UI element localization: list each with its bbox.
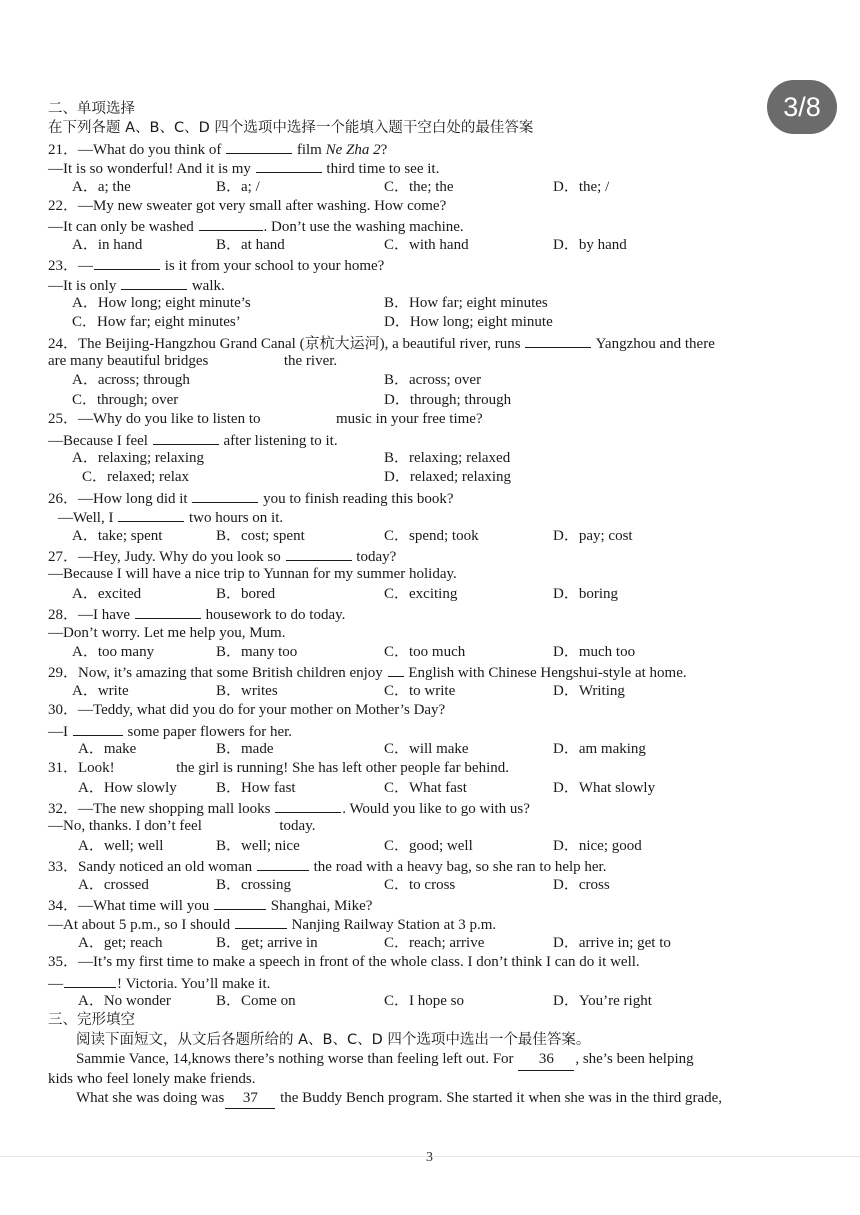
options-25-row1 xyxy=(48,449,838,468)
question-34 xyxy=(48,895,838,914)
question-25 xyxy=(48,410,838,429)
option-a: A．in hand xyxy=(72,236,143,253)
option-c: C．relaxed; relax xyxy=(82,469,190,486)
question-text: 29．Now, it’s amazing that some British children enjoy xyxy=(48,665,383,682)
answer-blank xyxy=(135,604,201,619)
option-b: B．cost; spent xyxy=(216,527,305,544)
options-28 xyxy=(48,643,838,662)
question-28-reply: —Don’t worry. Let me help you, Mum. xyxy=(48,624,286,641)
option-b: B．crossing xyxy=(216,876,292,893)
option-b: B．many too xyxy=(216,643,298,660)
option-b: B．made xyxy=(216,740,274,757)
question-text: —It can only be washed xyxy=(48,219,194,236)
question-text: English with Chinese Hengshui-style at home. xyxy=(408,665,687,682)
option-a: A．How slowly xyxy=(78,779,177,796)
option-d: D．You’re right xyxy=(553,992,652,1009)
question-22: 22．—My new sweater got very small after washing. How come? xyxy=(48,197,447,214)
question-27 xyxy=(48,546,838,565)
passage-text: Sammie Vance, 14,knows there’s nothing worse than feeling left out. For xyxy=(76,1051,514,1068)
question-text: today? xyxy=(356,548,397,565)
option-c: C．good; well xyxy=(384,837,473,854)
question-text: film xyxy=(296,141,322,158)
option-c: C．I hope so xyxy=(384,992,464,1009)
answer-blank xyxy=(73,721,123,736)
answer-blank xyxy=(214,895,266,910)
answer-blank xyxy=(235,914,287,929)
question-31 xyxy=(48,759,838,778)
question-27-reply: —Because I will have a nice trip to Yunnan for my summer holiday. xyxy=(48,566,457,583)
option-d: D．the; / xyxy=(553,178,610,195)
option-a: A．excited xyxy=(72,585,142,602)
option-c: C．exciting xyxy=(384,585,458,602)
option-d: D．by hand xyxy=(553,236,627,253)
question-text: 27．—Hey, Judy. Why do you look so xyxy=(48,548,281,565)
question-text: two hours on it. xyxy=(188,510,284,527)
option-b: B．at hand xyxy=(216,236,285,253)
passage-line xyxy=(48,1050,838,1069)
question-35-reply xyxy=(48,973,838,992)
option-a: A．make xyxy=(78,740,137,757)
options-33 xyxy=(48,876,838,895)
option-a: A．No wonder xyxy=(78,992,171,1009)
question-30-reply xyxy=(48,721,838,740)
question-text: 28．—I have xyxy=(48,607,131,624)
option-c: C．How far; eight minutes’ xyxy=(72,314,241,331)
option-a: A．write xyxy=(72,682,129,699)
question-text: —I xyxy=(48,723,68,740)
question-26 xyxy=(48,488,838,507)
film-title: Ne Zha 2 xyxy=(325,141,381,158)
question-text: —Because I feel xyxy=(48,432,148,449)
answer-blank xyxy=(388,662,404,677)
option-d: D．boring xyxy=(553,585,618,602)
worksheet-content xyxy=(48,100,838,1108)
answer-blank xyxy=(286,546,352,561)
question-25-reply xyxy=(48,430,838,449)
question-26-reply xyxy=(48,507,838,526)
answer-blank xyxy=(94,255,160,270)
section-title: 二、单项选择 xyxy=(48,101,135,117)
option-c: C．the; the xyxy=(384,178,454,195)
option-a: A．relaxing; relaxing xyxy=(72,450,205,467)
question-text: is it from your school to your home? xyxy=(164,258,385,275)
passage-text: , she’s been helping xyxy=(575,1051,694,1068)
option-a: A．too many xyxy=(72,643,155,660)
option-c: C．spend; took xyxy=(384,527,479,544)
option-d: D．relaxed; relaxing xyxy=(384,469,512,486)
question-text: 26．—How long did it xyxy=(48,490,188,507)
option-b: B．get; arrive in xyxy=(216,934,318,951)
options-35 xyxy=(48,992,838,1011)
question-text: 34．—What time will you xyxy=(48,898,210,915)
options-23-row2 xyxy=(48,313,838,332)
option-d: D．What slowly xyxy=(553,779,656,796)
answer-blank xyxy=(257,856,309,871)
question-text: 31．Look! xyxy=(48,760,115,777)
answer-blank xyxy=(118,507,184,522)
question-text: music in your free time? xyxy=(335,411,483,428)
question-34-reply xyxy=(48,914,838,933)
options-30 xyxy=(48,740,838,759)
question-text: —It is only xyxy=(48,277,117,294)
option-b: B．a; / xyxy=(216,178,260,195)
answer-blank xyxy=(275,798,341,813)
question-text: some paper flowers for her. xyxy=(127,723,293,740)
question-text: —At about 5 p.m., so I should xyxy=(48,917,231,934)
numbered-blank: 36 xyxy=(518,1050,574,1070)
answer-blank xyxy=(226,139,292,154)
options-24-row1 xyxy=(48,371,838,390)
answer-blank xyxy=(192,488,258,503)
option-d: D．Writing xyxy=(553,682,625,699)
question-33 xyxy=(48,856,838,875)
question-text: —Well, I xyxy=(58,510,114,527)
options-22 xyxy=(48,236,838,255)
option-b: B．across; over xyxy=(384,372,482,389)
question-text: . Don’t use the washing machine. xyxy=(263,219,464,236)
option-a: A．well; well xyxy=(78,837,164,854)
question-24-cont xyxy=(48,352,838,371)
option-c: C．too much xyxy=(384,643,466,660)
option-d: D．How long; eight minute xyxy=(384,314,553,331)
passage-line xyxy=(48,1089,838,1108)
options-25-row2 xyxy=(48,468,838,487)
question-text: the river. xyxy=(283,353,338,370)
question-text: 24．The Beijing-Hangzhou Grand Canal (京杭大运河), a beautiful river, runs xyxy=(48,335,521,352)
option-a: A．crossed xyxy=(78,876,149,893)
options-24-row2 xyxy=(48,391,838,410)
options-26 xyxy=(48,527,838,546)
question-text: . Would you like to go with us? xyxy=(342,801,530,818)
option-d: D．am making xyxy=(553,740,646,757)
question-text: after listening to it. xyxy=(223,432,338,449)
option-a: A．take; spent xyxy=(72,527,163,544)
question-text: you to finish reading this book? xyxy=(263,490,454,507)
option-b: B．writes xyxy=(216,682,278,699)
section-title: 三、完形填空 xyxy=(48,1012,135,1029)
question-text: ! Victoria. You’ll make it. xyxy=(117,975,271,992)
question-text: the road with a heavy bag, so she ran to help her. xyxy=(313,859,607,876)
answer-blank xyxy=(153,430,219,445)
option-d: D．through; through xyxy=(384,391,512,408)
question-text: are many beautiful bridges xyxy=(48,353,209,370)
options-34 xyxy=(48,934,838,953)
question-text: —It is so wonderful! And it is my xyxy=(48,161,251,178)
question-text: Shanghai, Mike? xyxy=(270,898,373,915)
question-text: 23．— xyxy=(48,258,94,275)
question-text: 21．—What do you think of xyxy=(48,141,222,158)
question-22-reply xyxy=(48,216,838,235)
question-23-reply xyxy=(48,275,838,294)
page-number: 3 xyxy=(426,1150,433,1165)
question-text: third time to see it. xyxy=(326,161,440,178)
question-text: 32．—The new shopping mall looks xyxy=(48,801,271,818)
question-21 xyxy=(48,139,838,158)
answer-blank xyxy=(64,973,116,988)
question-35: 35．—It’s my first time to make a speech in front of the whole class. I don’t think I can do it well. xyxy=(48,954,640,971)
passage-line: kids who feel lonely make friends. xyxy=(48,1070,256,1087)
numbered-blank: 37 xyxy=(225,1089,275,1109)
option-a: A．get; reach xyxy=(78,934,163,951)
page-badge: 3/8 xyxy=(767,80,837,134)
option-d: D．cross xyxy=(553,876,610,893)
option-c: C．through; over xyxy=(72,391,179,408)
option-d: D．pay; cost xyxy=(553,527,633,544)
answer-blank xyxy=(121,275,187,290)
option-b: B．bored xyxy=(216,585,276,602)
options-32 xyxy=(48,837,838,856)
option-c: C．What fast xyxy=(384,779,467,796)
question-21-reply xyxy=(48,158,838,177)
options-31 xyxy=(48,779,838,798)
passage-text: What she was doing was xyxy=(76,1089,225,1106)
option-d: D．much too xyxy=(553,643,636,660)
options-23-row1 xyxy=(48,294,838,313)
answer-blank xyxy=(199,216,263,231)
question-32 xyxy=(48,798,838,817)
option-c: C．reach; arrive xyxy=(384,934,485,951)
options-27 xyxy=(48,585,838,604)
section-instruction: 阅读下面短文，从文后各题所给的 A、B、C、D 四个选项中选出一个最佳答案。 xyxy=(76,1031,591,1048)
option-b: B．relaxing; relaxed xyxy=(384,450,511,467)
question-text: walk. xyxy=(191,277,225,294)
question-32-reply xyxy=(48,817,838,836)
options-29 xyxy=(48,682,838,701)
question-28 xyxy=(48,604,838,623)
question-text: today. xyxy=(279,818,316,835)
question-text: the girl is running! She has left other people far behind. xyxy=(176,760,509,777)
question-text: —No, thanks. I don’t feel xyxy=(48,818,202,835)
option-a: A．a; the xyxy=(72,178,131,195)
option-a: A．How long; eight minute’s xyxy=(72,294,251,311)
question-text: Yangzhou and there xyxy=(595,335,715,352)
option-b: B．well; nice xyxy=(216,837,300,854)
option-c: C．will make xyxy=(384,740,469,757)
option-d: D．nice; good xyxy=(553,837,642,854)
option-c: C．to cross xyxy=(384,876,456,893)
section-instruction: 在下列各题 A、B、C、D 四个选项中选择一个能填入题干空白处的最佳答案 xyxy=(48,120,534,137)
question-text: 25．—Why do you like to listen to xyxy=(48,411,261,428)
options-21 xyxy=(48,178,838,197)
question-text: housework to do today. xyxy=(205,607,346,624)
option-c: C．to write xyxy=(384,682,456,699)
question-24 xyxy=(48,333,838,352)
option-b: B．Come on xyxy=(216,992,296,1009)
question-30: 30．—Teddy, what did you do for your mother on Mother’s Day? xyxy=(48,702,446,719)
passage-text: the Buddy Bench program. She started it when she was in the third grade, xyxy=(280,1089,723,1106)
option-b: B．How fast xyxy=(216,779,296,796)
option-c: C．with hand xyxy=(384,236,469,253)
question-text: Nanjing Railway Station at 3 p.m. xyxy=(291,917,497,934)
question-text: — xyxy=(48,975,63,992)
question-text: 33．Sandy noticed an old woman xyxy=(48,859,253,876)
question-23 xyxy=(48,255,838,274)
question-29 xyxy=(48,662,838,681)
answer-blank xyxy=(525,333,591,348)
answer-blank xyxy=(256,158,322,173)
question-text: ? xyxy=(380,141,388,158)
option-d: D．arrive in; get to xyxy=(553,934,671,951)
option-b: B．How far; eight minutes xyxy=(384,294,548,311)
option-a: A．across; through xyxy=(72,372,190,389)
